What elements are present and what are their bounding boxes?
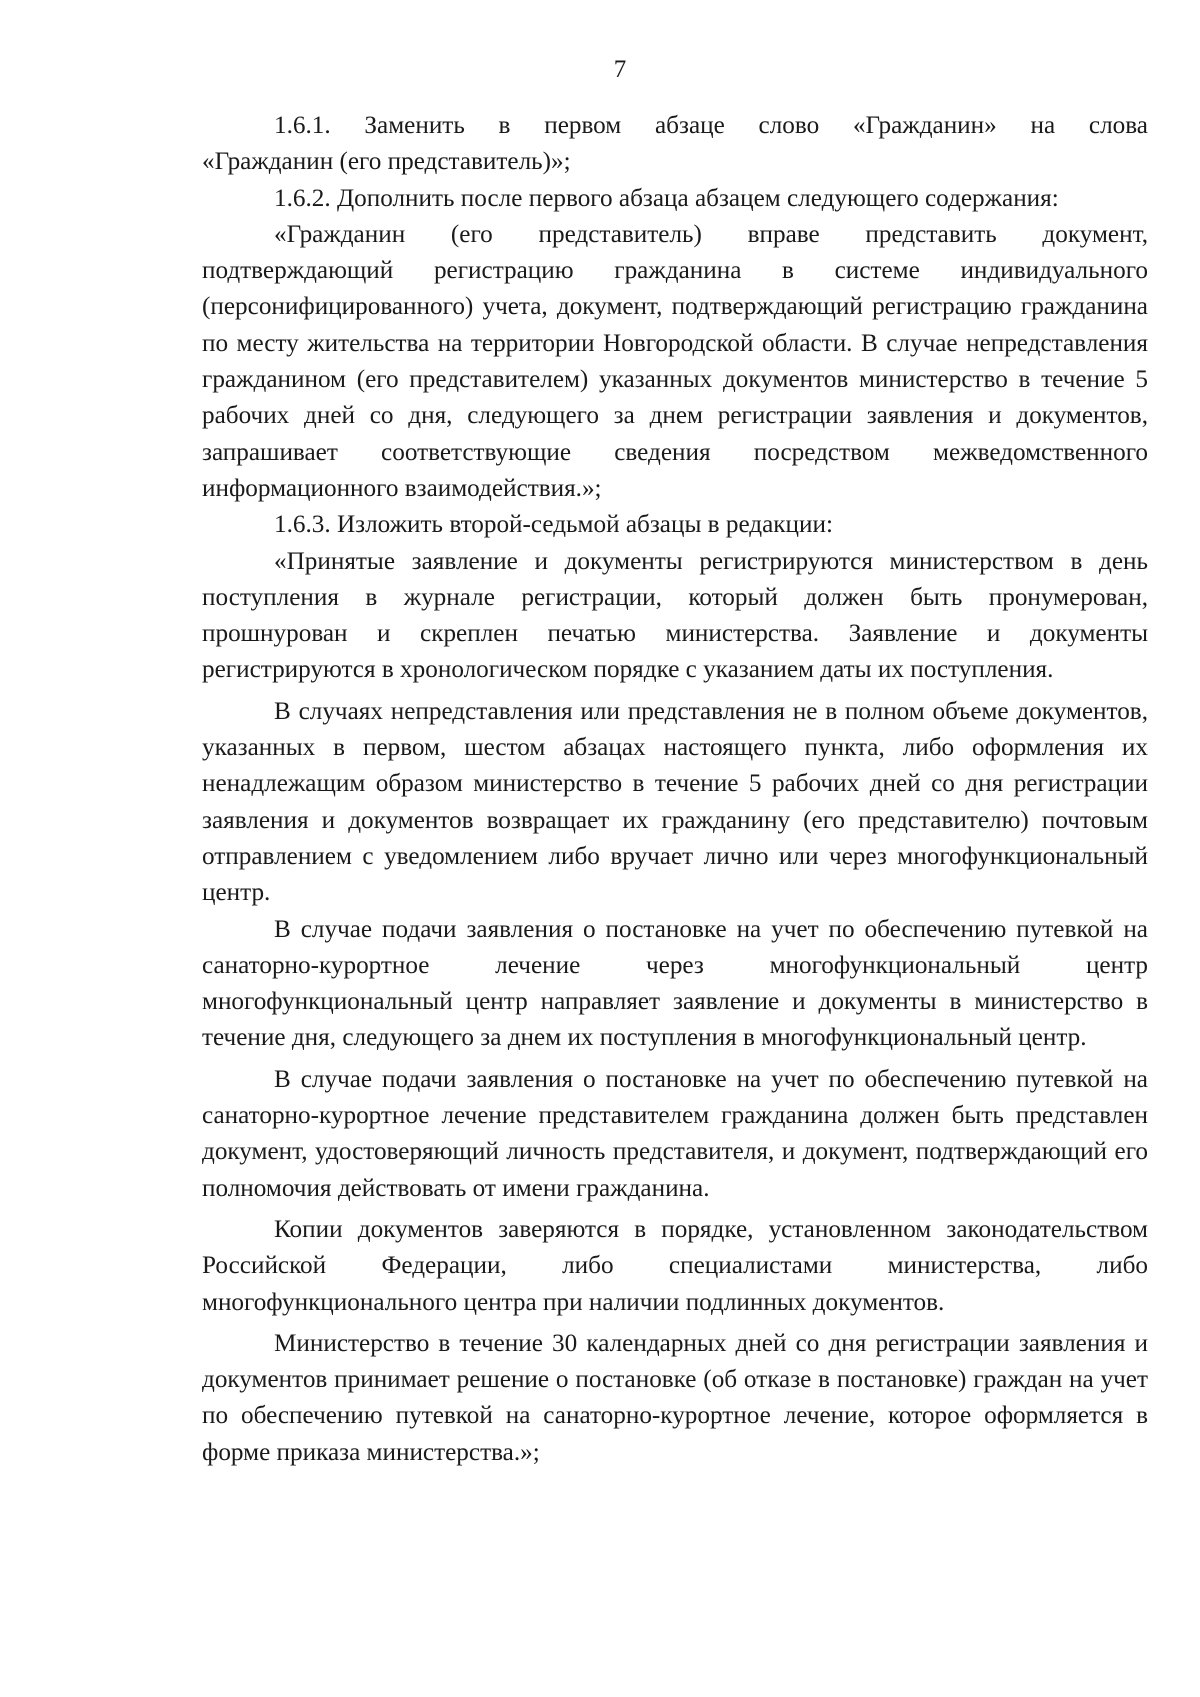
paragraph-return-of-documents: В случаях непредставления или представления не в полном объеме документов, указанных в первом, шестом абзацах настоящего пункта, либо оформления их ненадлежащим образом министерство в течение 5 рабочих дней со дня регистрации заявления и документов возвращает их гражданину (его представителю) почтовым отправлением с уведомлением либо вручает лично или через многофункциональный центр. (202, 697, 1148, 907)
paragraph-1-6-1-lead: 1.6.1. Заменить в первом абзаце слово «Гражданин» на слова (274, 112, 1148, 139)
paragraph-registration-of-documents: «Принятые заявление и документы регистрируются министерством в день поступления в журнале регистрации, который должен быть пронумерован, прошнурован и скреплен печатью министерства. Заявление и документы регистрируются в хронологическом порядке с указанием даты их поступления. (202, 547, 1148, 684)
paragraph-1-6-1-continuation: «Гражданин (его представитель)»; (202, 148, 571, 176)
paragraph-ministry-decision: Министерство в течение 30 календарных дней со дня регистрации заявления и документов принимает решение о постановке (об отказе в постановке) граждан на учет по обеспечению путевкой на санаторно-курортное лечение, которое оформляется в форме приказа министерства.»; (202, 1329, 1148, 1466)
page-number: 7 (613, 56, 627, 83)
paragraph-1-6-3: 1.6.3. Изложить второй-седьмой абзацы в редакции: (274, 511, 833, 539)
paragraph-mfc-submission: В случае подачи заявления о постановке на учет по обеспечению путевкой на санаторно-курортное лечение через многофункциональный центр многофункциональный центр направляет заявление и документы в министерство в течение дня, следующего за днем их поступления в многофункциональный центр. (202, 915, 1148, 1052)
paragraph-representative-submission: В случае подачи заявления о постановке на учет по обеспечению путевкой на санаторно-курортное лечение представителем гражданина должен быть представлен документ, удостоверяющий личность представителя, и документ, подтверждающий его полномочия действовать от имени гражданина. (202, 1065, 1148, 1202)
paragraph-1-6-2: 1.6.2. Дополнить после первого абзаца абзацем следующего содержания: (274, 184, 1059, 212)
paragraph-document-copies: Копии документов заверяются в порядке, установленном законодательством Российской Федерации, либо специалистами министерства, либо многофункционального центра при наличии подлинных документов. (202, 1215, 1148, 1316)
document-body (202, 108, 1148, 1471)
paragraph-quoted-citizen-right: «Гражданин (его представитель) вправе представить документ, подтверждающий регистрацию гражданина в системе индивидуального (персонифицированного) учета, документ, подтверждающий регистрацию гражданина по месту жительства на территории Новгородской области. В случае непредставления гражданином (его представителем) указанных документов министерство в течение 5 рабочих дней со дня, следующего за днем регистрации заявления и документов, запрашивает соответствующие сведения посредством межведомственного информационного взаимодействия.»; (202, 220, 1148, 502)
